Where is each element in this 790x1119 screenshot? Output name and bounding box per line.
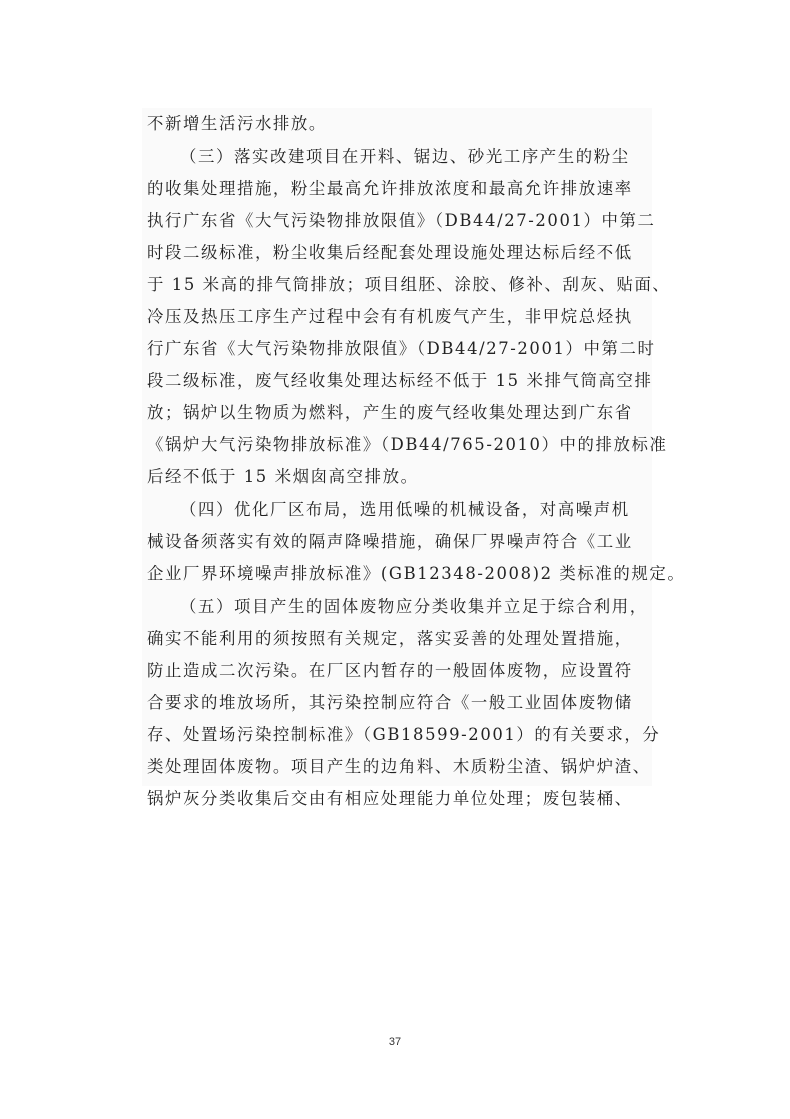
text-line: 于 15 米高的排气筒排放；项目组胚、涂胶、修补、刮灰、贴面、 bbox=[147, 275, 671, 294]
text-line: 合要求的堆放场所，其污染控制应符合《一般工业固体废物储 bbox=[147, 693, 633, 712]
paragraph-4-heading-line: （四）优化厂区布局，选用低噪的机械设备，对高噪声机 bbox=[180, 500, 630, 519]
text-line: 冷压及热压工序生产过程中会有有机废气产生，非甲烷总烃执 bbox=[147, 307, 633, 326]
text-line: 械设备须落实有效的隔声降噪措施，确保厂界噪声符合《工业 bbox=[147, 532, 633, 551]
text-line: 《锅炉大气污染物排放标准》（DB44/765-2010）中的排放标准 bbox=[147, 435, 668, 454]
text-line: 执行广东省《大气污染物排放限值》（DB44/27-2001）中第二 bbox=[147, 211, 656, 230]
text-line: 类处理固体废物。项目产生的边角料、木质粉尘渣、锅炉炉渣、 bbox=[147, 757, 651, 776]
page-number: 37 bbox=[388, 1036, 402, 1048]
text-line: 后经不低于 15 米烟囱高空排放。 bbox=[147, 467, 419, 486]
text-line: 的收集处理措施，粉尘最高允许排放浓度和最高允许排放速率 bbox=[147, 179, 633, 198]
text-line: 企业厂界环境噪声排放标准》(GB12348-2008)2 类标准的规定。 bbox=[147, 564, 686, 583]
text-line: 防止造成二次污染。在厂区内暂存的一般固体废物，应设置符 bbox=[147, 661, 633, 680]
text-line: 确实不能利用的须按照有关规定，落实妥善的处理处置措施， bbox=[147, 629, 633, 648]
text-line: 放；锅炉以生物质为燃料，产生的废气经收集处理达到广东省 bbox=[147, 403, 633, 422]
text-line: 行广东省《大气污染物排放限值》（DB44/27-2001）中第二时 bbox=[147, 339, 656, 358]
text-line: 时段二级标准，粉尘收集后经配套处理设施处理达标后经不低 bbox=[147, 243, 633, 262]
text-line: 存、处置场污染控制标准》（GB18599-2001）的有关要求，分 bbox=[147, 725, 661, 744]
paragraph-5-heading-line: （五）项目产生的固体废物应分类收集并立足于综合利用， bbox=[180, 597, 648, 616]
text-line: 段二级标准，废气经收集处理达标经不低于 15 米排气筒高空排 bbox=[147, 371, 653, 390]
paragraph-3-heading-line: （三）落实改建项目在开料、锯边、砂光工序产生的粉尘 bbox=[180, 147, 630, 166]
text-line: 锅炉灰分类收集后交由有相应处理能力单位处理；废包装桶、 bbox=[147, 789, 633, 808]
text-line: 不新增生活污水排放。 bbox=[147, 114, 327, 133]
